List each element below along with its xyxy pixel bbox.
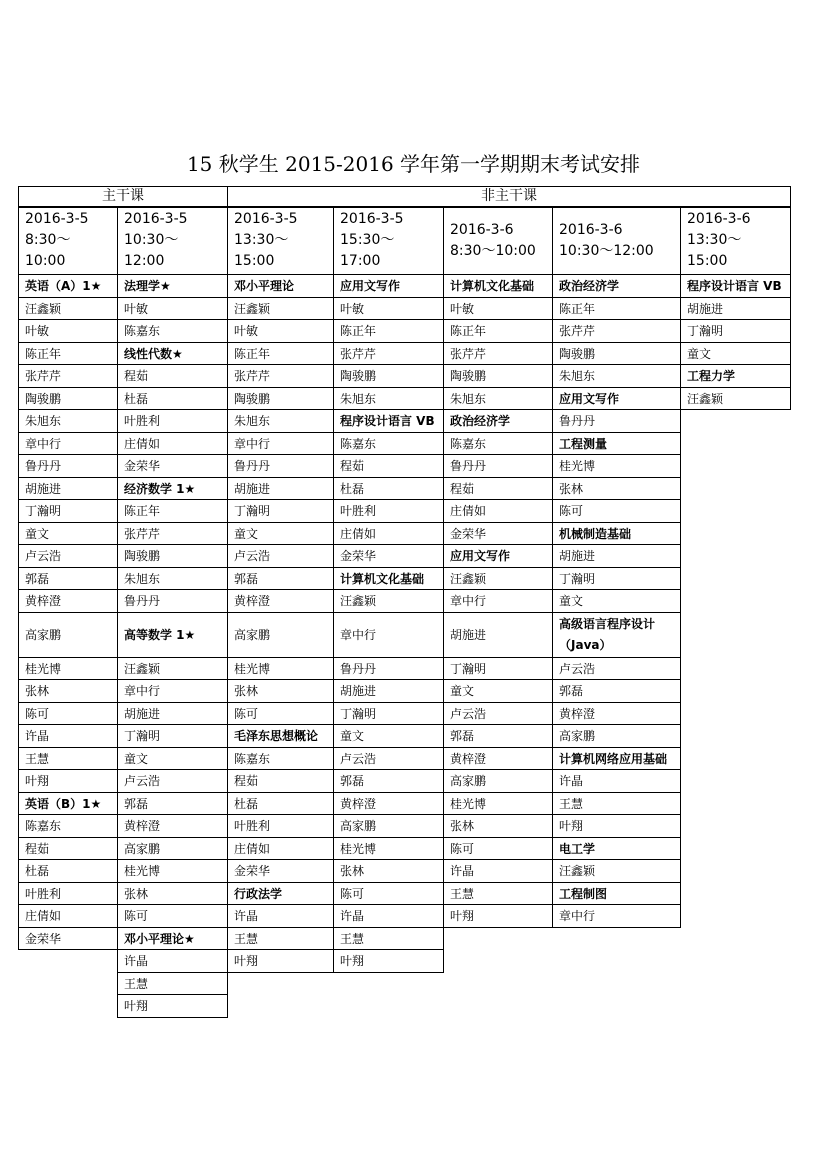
student-name: 童文 — [443, 679, 553, 703]
student-name: 郭磊 — [552, 679, 681, 703]
student-name: 张林 — [333, 859, 444, 883]
student-name: 黄梓澄 — [117, 814, 228, 838]
student-name: 陶骏鹏 — [443, 364, 553, 388]
student-name: 陈嘉东 — [18, 814, 118, 838]
student-name: 鲁丹丹 — [552, 409, 681, 433]
student-name: 王慧 — [227, 927, 334, 951]
student-name: 程茹 — [333, 454, 444, 478]
course-name: 高级语言程序设计（Java） — [552, 612, 681, 658]
course-name: 经济数学 1★ — [117, 477, 228, 501]
course-name: 邓小平理论★ — [117, 927, 228, 951]
student-name: 杜磊 — [18, 859, 118, 883]
student-name: 高家鹏 — [117, 837, 228, 861]
student-name: 朱旭东 — [18, 409, 118, 433]
student-name: 陶骏鹏 — [552, 342, 681, 366]
student-name: 张林 — [443, 814, 553, 838]
course-name: 应用文写作 — [443, 544, 553, 568]
student-name: 卢云浩 — [443, 702, 553, 726]
student-name: 丁瀚明 — [18, 499, 118, 523]
student-name: 叶敏 — [443, 297, 553, 321]
student-name: 卢云浩 — [117, 769, 228, 793]
student-name: 黄梓澄 — [333, 792, 444, 816]
student-name: 郭磊 — [333, 769, 444, 793]
exam-date-time: 2016-3-6 10:30～12:00 — [552, 207, 681, 275]
student-name: 汪鑫颖 — [227, 297, 334, 321]
student-name: 金荣华 — [117, 454, 228, 478]
student-name: 朱旭东 — [117, 567, 228, 591]
student-name: 许晶 — [117, 949, 228, 973]
student-name: 高家鹏 — [552, 724, 681, 748]
student-name: 叶胜利 — [333, 499, 444, 523]
student-name: 章中行 — [443, 589, 553, 613]
student-name: 王慧 — [117, 972, 228, 996]
student-name: 张芹芹 — [552, 319, 681, 343]
student-name: 卢云浩 — [18, 544, 118, 568]
student-name: 胡施进 — [443, 612, 553, 658]
student-name: 丁瀚明 — [117, 724, 228, 748]
student-name: 汪鑫颖 — [552, 859, 681, 883]
student-name: 桂光博 — [552, 454, 681, 478]
student-name: 陶骏鹏 — [227, 387, 334, 411]
student-name: 叶翔 — [117, 994, 228, 1018]
student-name: 鲁丹丹 — [117, 589, 228, 613]
student-name: 张芹芹 — [333, 342, 444, 366]
student-name: 张林 — [552, 477, 681, 501]
student-name: 陈正年 — [333, 319, 444, 343]
student-name: 许晶 — [333, 904, 444, 928]
student-name: 程茹 — [227, 769, 334, 793]
student-name: 陈正年 — [18, 342, 118, 366]
student-name: 程茹 — [443, 477, 553, 501]
student-name: 许晶 — [443, 859, 553, 883]
student-name: 许晶 — [552, 769, 681, 793]
student-name: 鲁丹丹 — [227, 454, 334, 478]
course-name: 政治经济学 — [443, 409, 553, 433]
exam-date-time: 2016-3-5 10:30～ 12:00 — [117, 207, 228, 275]
student-name: 陈可 — [227, 702, 334, 726]
student-name: 叶敏 — [333, 297, 444, 321]
student-name: 王慧 — [18, 747, 118, 771]
student-name: 张芹芹 — [443, 342, 553, 366]
student-name: 朱旭东 — [443, 387, 553, 411]
student-name: 程茹 — [117, 364, 228, 388]
student-name: 章中行 — [333, 612, 444, 658]
student-name: 桂光博 — [333, 837, 444, 861]
exam-date-time: 2016-3-6 13:30～ 15:00 — [680, 207, 791, 275]
student-name: 程茹 — [18, 837, 118, 861]
student-name: 张芹芹 — [117, 522, 228, 546]
course-name: 机械制造基础 — [552, 522, 681, 546]
student-name: 陈嘉东 — [227, 747, 334, 771]
student-name: 陈嘉东 — [117, 319, 228, 343]
student-name: 金荣华 — [18, 927, 118, 951]
course-name: 线性代数★ — [117, 342, 228, 366]
student-name: 朱旭东 — [552, 364, 681, 388]
student-name: 叶胜利 — [227, 814, 334, 838]
student-name: 陈正年 — [227, 342, 334, 366]
student-name: 桂光博 — [227, 657, 334, 681]
student-name: 胡施进 — [552, 544, 681, 568]
course-name: 工程制图 — [552, 882, 681, 906]
course-name: 计算机网络应用基础 — [552, 747, 681, 771]
student-name: 张林 — [227, 679, 334, 703]
course-name: 程序设计语言 VB — [333, 409, 444, 433]
course-name: 计算机文化基础 — [333, 567, 444, 591]
student-name: 叶胜利 — [18, 882, 118, 906]
student-name: 郭磊 — [227, 567, 334, 591]
main-courses-header: 主干课 — [18, 186, 228, 207]
student-name: 童文 — [18, 522, 118, 546]
student-name: 桂光博 — [443, 792, 553, 816]
student-name: 胡施进 — [333, 679, 444, 703]
student-name: 郭磊 — [443, 724, 553, 748]
student-name: 陈可 — [18, 702, 118, 726]
student-name: 陈可 — [117, 904, 228, 928]
exam-date-time: 2016-3-5 13:30～ 15:00 — [227, 207, 334, 275]
course-name: 应用文写作 — [552, 387, 681, 411]
student-name: 张芹芹 — [18, 364, 118, 388]
student-name: 章中行 — [227, 432, 334, 456]
student-name: 高家鹏 — [333, 814, 444, 838]
student-name: 叶翔 — [443, 904, 553, 928]
student-name: 张林 — [117, 882, 228, 906]
course-name: 电工学 — [552, 837, 681, 861]
student-name: 汪鑫颖 — [443, 567, 553, 591]
student-name: 丁瀚明 — [552, 567, 681, 591]
student-name: 鲁丹丹 — [443, 454, 553, 478]
student-name: 汪鑫颖 — [117, 657, 228, 681]
student-name: 庄倩如 — [443, 499, 553, 523]
course-name: 行政法学 — [227, 882, 334, 906]
course-name: 英语（B）1★ — [18, 792, 118, 816]
student-name: 庄倩如 — [117, 432, 228, 456]
page-title: 15 秋学生 2015-2016 学年第一学期期末考试安排 — [186, 152, 641, 176]
course-name: 政治经济学 — [552, 274, 681, 298]
student-name: 陶骏鹏 — [117, 544, 228, 568]
student-name: 陈正年 — [552, 297, 681, 321]
student-name: 陈正年 — [117, 499, 228, 523]
student-name: 童文 — [680, 342, 791, 366]
student-name: 庄倩如 — [227, 837, 334, 861]
student-name: 童文 — [227, 522, 334, 546]
student-name: 高家鹏 — [18, 612, 118, 658]
student-name: 汪鑫颖 — [680, 387, 791, 411]
course-name: 程序设计语言 VB — [680, 274, 791, 298]
student-name: 金荣华 — [333, 544, 444, 568]
student-name: 叶翔 — [227, 949, 334, 973]
student-name: 童文 — [333, 724, 444, 748]
student-name: 胡施进 — [117, 702, 228, 726]
student-name: 陈嘉东 — [333, 432, 444, 456]
student-name: 杜磊 — [333, 477, 444, 501]
course-name: 法理学★ — [117, 274, 228, 298]
student-name: 章中行 — [552, 904, 681, 928]
student-name: 金荣华 — [443, 522, 553, 546]
student-name: 杜磊 — [117, 387, 228, 411]
student-name: 胡施进 — [680, 297, 791, 321]
exam-date-time: 2016-3-5 15:30～ 17:00 — [333, 207, 444, 275]
student-name: 王慧 — [333, 927, 444, 951]
student-name: 丁瀚明 — [227, 499, 334, 523]
student-name: 叶翔 — [18, 769, 118, 793]
student-name: 朱旭东 — [227, 409, 334, 433]
student-name: 叶敏 — [18, 319, 118, 343]
student-name: 张芹芹 — [227, 364, 334, 388]
course-name: 毛泽东思想概论 — [227, 724, 334, 748]
student-name: 金荣华 — [227, 859, 334, 883]
student-name: 高家鹏 — [227, 612, 334, 658]
student-name: 鲁丹丹 — [18, 454, 118, 478]
nonmain-courses-header: 非主干课 — [227, 186, 791, 207]
student-name: 郭磊 — [117, 792, 228, 816]
student-name: 丁瀚明 — [443, 657, 553, 681]
student-name: 章中行 — [117, 679, 228, 703]
exam-date-time: 2016-3-5 8:30～ 10:00 — [18, 207, 118, 275]
course-name: 英语（A）1★ — [18, 274, 118, 298]
student-name: 黄梓澄 — [443, 747, 553, 771]
student-name: 章中行 — [18, 432, 118, 456]
student-name: 叶敏 — [117, 297, 228, 321]
student-name: 陈正年 — [443, 319, 553, 343]
student-name: 杜磊 — [227, 792, 334, 816]
student-name: 庄倩如 — [333, 522, 444, 546]
student-name: 丁瀚明 — [333, 702, 444, 726]
student-name: 胡施进 — [18, 477, 118, 501]
student-name: 卢云浩 — [552, 657, 681, 681]
student-name: 童文 — [117, 747, 228, 771]
student-name: 黄梓澄 — [18, 589, 118, 613]
student-name: 王慧 — [443, 882, 553, 906]
student-name: 陈可 — [333, 882, 444, 906]
student-name: 叶胜利 — [117, 409, 228, 433]
student-name: 叶翔 — [552, 814, 681, 838]
student-name: 朱旭东 — [333, 387, 444, 411]
student-name: 胡施进 — [227, 477, 334, 501]
course-name: 邓小平理论 — [227, 274, 334, 298]
student-name: 陈嘉东 — [443, 432, 553, 456]
student-name: 许晶 — [18, 724, 118, 748]
student-name: 卢云浩 — [333, 747, 444, 771]
exam-date-time: 2016-3-6 8:30～10:00 — [443, 207, 553, 275]
course-name: 高等数学 1★ — [117, 612, 228, 658]
student-name: 叶敏 — [227, 319, 334, 343]
student-name: 童文 — [552, 589, 681, 613]
student-name: 黄梓澄 — [552, 702, 681, 726]
student-name: 陈可 — [443, 837, 553, 861]
student-name: 鲁丹丹 — [333, 657, 444, 681]
course-name: 工程力学 — [680, 364, 791, 388]
student-name: 汪鑫颖 — [18, 297, 118, 321]
student-name: 陈可 — [552, 499, 681, 523]
student-name: 桂光博 — [18, 657, 118, 681]
course-name: 计算机文化基础 — [443, 274, 553, 298]
student-name: 高家鹏 — [443, 769, 553, 793]
student-name: 桂光博 — [117, 859, 228, 883]
course-name: 应用文写作 — [333, 274, 444, 298]
student-name: 陶骏鹏 — [18, 387, 118, 411]
student-name: 卢云浩 — [227, 544, 334, 568]
student-name: 郭磊 — [18, 567, 118, 591]
student-name: 陶骏鹏 — [333, 364, 444, 388]
course-name: 工程测量 — [552, 432, 681, 456]
student-name: 黄梓澄 — [227, 589, 334, 613]
student-name: 丁瀚明 — [680, 319, 791, 343]
student-name: 庄倩如 — [18, 904, 118, 928]
student-name: 王慧 — [552, 792, 681, 816]
student-name: 张林 — [18, 679, 118, 703]
student-name: 汪鑫颖 — [333, 589, 444, 613]
student-name: 许晶 — [227, 904, 334, 928]
student-name: 叶翔 — [333, 949, 444, 973]
